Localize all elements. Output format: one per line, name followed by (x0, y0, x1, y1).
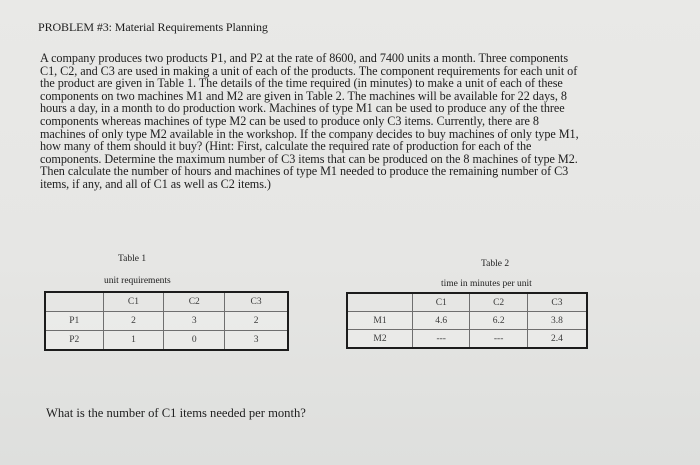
table-row (347, 330, 587, 349)
table-header-cell (347, 293, 413, 312)
table2-subtitle: time in minutes per unit (441, 279, 532, 289)
row-label-cell: M2 (347, 330, 413, 349)
table-cell: 3 (164, 312, 225, 331)
table-cell: --- (413, 330, 470, 349)
table1-title: Table 1 (118, 254, 147, 264)
table-header-cell (45, 292, 103, 312)
paragraph-line: components. Determine the maximum number of C3 items that can be produced on the 8 machines of type M2. (40, 151, 578, 166)
paragraph-line: Then calculate the number of hours and machines of type M1 needed to produce the remaining number of C3 (40, 164, 569, 179)
table-cell: 2 (103, 312, 164, 331)
table-cell: 0 (164, 331, 225, 351)
row-label-cell: P1 (45, 312, 103, 331)
paragraph-line: items, if any, and all of C1 as well as C2 items.) (40, 176, 271, 191)
paragraph-line: components whereas machines of type M2 can be used to produce only C3 items. Currently, there are 8 (40, 113, 539, 128)
row-label-cell: P2 (45, 331, 103, 351)
table1-unit-requirements (44, 291, 289, 351)
table-cell: --- (470, 330, 527, 349)
paragraph-line: C1, C2, and C3 are used in making a unit of each of the products. The component requirements for each unit of (40, 63, 578, 78)
paragraph-line: components on two machines M1 and M2 are given in Table 2. The machines will be available for 22 days, 8 (40, 88, 567, 103)
table-cell: 4.6 (413, 312, 470, 330)
table-header-cell: C2 (470, 293, 527, 312)
table-header-cell: C1 (413, 293, 470, 312)
table-cell: 3 (225, 331, 288, 351)
table-cell: 2.4 (527, 330, 587, 349)
table-header-cell: C3 (225, 292, 288, 312)
table-cell: 3.8 (527, 312, 587, 330)
table-cell: 1 (103, 331, 164, 351)
table-header-cell: C3 (527, 293, 587, 312)
table-header-cell: C1 (103, 292, 164, 312)
paragraph-line: A company produces two products P1, and P2 at the rate of 8600, and 7400 units a month. Three components (40, 51, 569, 65)
table-row (347, 312, 587, 330)
table-header-row (45, 292, 288, 312)
table-header-row (347, 293, 587, 312)
paragraph-line: the product are given in Table 1. The details of the time required (in minutes) to make a unit of each of these (40, 76, 563, 91)
table2-title: Table 2 (481, 259, 510, 269)
problem-heading: PROBLEM #3: Material Requirements Planning (38, 20, 268, 34)
paragraph-line: how many of them should it buy? (Hint: First, calculate the required rate of production for each of the (40, 139, 532, 154)
table-cell: 6.2 (470, 312, 527, 330)
table-row (45, 312, 288, 331)
row-label-cell: M1 (347, 312, 413, 330)
problem-paragraph (40, 52, 660, 191)
table-header-cell: C2 (164, 292, 225, 312)
paragraph-line: machines of only type M2 available in the workshop. If the company decides to buy machines of only type M1, (40, 126, 579, 141)
paragraph-line: hours a day, in a month to do production work. Machines of type M1 can be used to produce any of the three (40, 101, 565, 116)
table-row (45, 331, 288, 351)
table-cell: 2 (225, 312, 288, 331)
table2-time-per-unit (346, 292, 588, 349)
table1-subtitle: unit requirements (104, 276, 171, 286)
question-text: What is the number of C1 items needed per month? (46, 406, 306, 420)
